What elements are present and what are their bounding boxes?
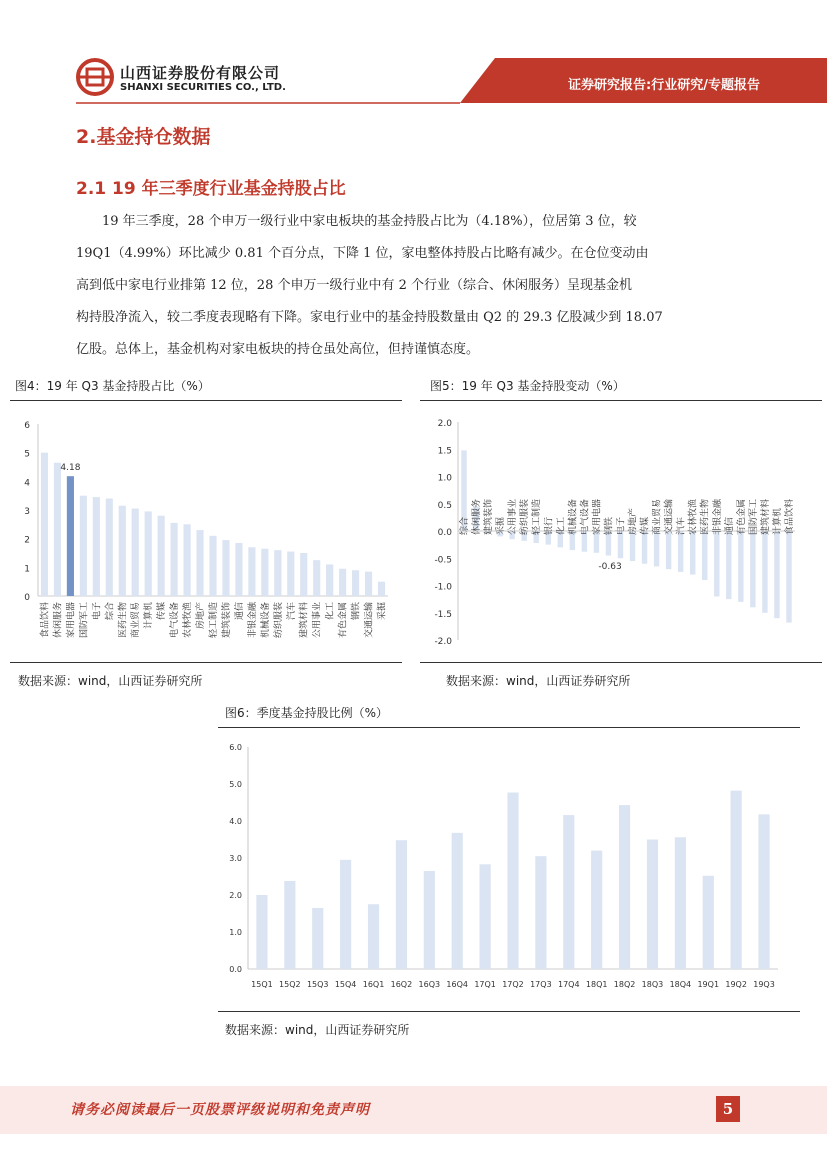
- fig5-bar: [666, 531, 671, 569]
- fig4-bar: [235, 543, 242, 596]
- company-name-en: SHANXI SECURITIES CO., LTD.: [120, 82, 286, 93]
- fig4-x-tick-label: 有色金属: [338, 602, 349, 639]
- fig5-bar: [726, 531, 731, 599]
- fig5-x-tick-label: 电气设备: [580, 498, 591, 535]
- fig4-bar: [222, 540, 229, 596]
- fig4-x-tick-label: 汽车: [286, 602, 297, 621]
- fig5-bar: [678, 531, 683, 572]
- fig5-bottom-rule: [420, 662, 822, 663]
- fig6-bar: [452, 833, 463, 969]
- fig4-x-tick-label: 轻工制造: [209, 602, 219, 639]
- paragraph-line-3: 高到低中家电行业排第 12 位，28 个申万一级行业中有 2 个行业（综合、休闲服务）呈现基金机: [76, 278, 633, 293]
- fig6-x-tick-label: 19Q2: [725, 980, 747, 989]
- fig4-bar: [326, 564, 333, 596]
- fig5-y-tick-label: 0.5: [437, 500, 452, 511]
- fig4-bar: [158, 516, 165, 596]
- fig4-x-tick-label: 建筑材料: [299, 602, 310, 639]
- fig4-x-tick-label: 纺织服装: [273, 602, 284, 639]
- fig4-x-tick-label: 采掘: [377, 602, 388, 621]
- fig4-bar: [287, 552, 294, 596]
- fig6-x-tick-label: 18Q1: [585, 980, 608, 989]
- fig6-y-tick-label: 4.0: [229, 817, 242, 826]
- fig5-x-tick-label: 医药生物: [700, 498, 711, 535]
- fig6-bar: [647, 840, 658, 970]
- fig4-x-tick-label: 综合: [105, 602, 116, 621]
- fig5-bar: [762, 531, 767, 613]
- fig6-y-tick-label: 3.0: [229, 854, 242, 863]
- fig5-y-tick-label: 1.5: [437, 446, 452, 457]
- fig4-bar: [209, 536, 216, 596]
- company-name-cn: 山西证券股份有限公司: [120, 64, 281, 82]
- fig5-y-tick-label: -1.5: [434, 609, 452, 620]
- page-number: 5: [716, 1096, 740, 1122]
- fig4-bar: [248, 547, 255, 596]
- fig4-x-tick-label: 机械设备: [260, 602, 271, 639]
- fig5-x-tick-label: 非银金融: [712, 498, 723, 535]
- fig4-bar: [378, 582, 385, 596]
- fig6-x-tick-label: 19Q3: [753, 980, 775, 989]
- fig4-x-tick-label: 电气设备: [170, 602, 181, 639]
- fig4-bar: [261, 549, 268, 596]
- fig5-x-tick-label: 国防军工: [748, 498, 759, 535]
- fig4-x-tick-label: 电子: [92, 602, 103, 621]
- fig6-y-tick-label: 1.0: [229, 928, 242, 937]
- fig6-x-tick-label: 16Q1: [362, 980, 385, 989]
- fig5-y-tick-label: 0.0: [437, 528, 452, 538]
- fig4-x-tick-label: 钢铁: [351, 602, 362, 621]
- fig5-bar: [702, 531, 707, 580]
- fig5-y-tick-label: -0.5: [434, 555, 452, 566]
- fig5-x-tick-label: 综合: [460, 516, 471, 535]
- fig5-x-tick-label: 建筑材料: [760, 498, 771, 535]
- fig6-x-tick-label: 17Q2: [502, 980, 524, 989]
- fig5-x-tick-label: 交通运输: [664, 498, 675, 535]
- fig6-x-tick-label: 18Q3: [641, 980, 664, 989]
- fig4-data-label: 4.18: [60, 463, 81, 474]
- fig5-x-tick-label: 休闲服务: [472, 498, 483, 535]
- footer-disclaimer: 请务必阅读最后一页股票评级说明和免责声明: [70, 1102, 370, 1118]
- fig5-x-tick-label: 计算机: [772, 507, 783, 535]
- fig4-x-tick-label: 医药生物: [118, 602, 129, 639]
- fig6-y-tick-label: 2.0: [229, 891, 242, 900]
- fig4-x-tick-label: 非银金融: [247, 602, 258, 639]
- fig6-x-tick-label: 17Q1: [474, 980, 496, 989]
- fig6-top-rule: [218, 727, 800, 728]
- fig5-bar: [750, 531, 755, 607]
- fig4-source: 数据来源：wind，山西证券研究所: [18, 674, 203, 688]
- fig5-data-label: -0.63: [598, 562, 622, 572]
- fig6-x-tick-label: 17Q3: [530, 980, 552, 989]
- fig4-bar: [93, 497, 100, 596]
- fig4-bar: [300, 553, 307, 596]
- fig6-bar: [312, 908, 323, 969]
- fig4-y-tick-label: 1: [24, 564, 30, 575]
- fig6-x-tick-label: 15Q1: [251, 980, 273, 989]
- fig5-x-tick-label: 纺织服装: [520, 498, 531, 535]
- fig6-bar: [591, 851, 602, 969]
- fig4-bar: [171, 523, 178, 596]
- fig5-x-tick-label: 公用事业: [508, 498, 519, 535]
- fig6-y-tick-label: 6.0: [229, 743, 242, 752]
- fig4-bar: [184, 524, 191, 596]
- fig4-bar: [80, 496, 87, 596]
- fig5-x-tick-label: 电子: [616, 516, 627, 535]
- fig4-top-rule: [10, 400, 402, 401]
- paragraph-line-1: 19 年三季度，28 个申万一级行业中家电板块的基金持股占比为（4.18%），位居第 3 位，较: [102, 214, 637, 229]
- fig5-x-tick-label: 有色金属: [736, 498, 747, 535]
- fig6-x-tick-label: 15Q3: [306, 980, 329, 989]
- fig5-x-tick-label: 食品饮料: [784, 498, 795, 535]
- header-banner: [0, 0, 827, 110]
- fig4-x-tick-label: 农林牧渔: [183, 602, 194, 639]
- fig4-bar: [41, 453, 48, 596]
- fig6-source: 数据来源：wind，山西证券研究所: [225, 1023, 410, 1037]
- fig5-x-tick-label: 建筑装饰: [484, 498, 495, 535]
- fig5-title: 图5：19 年 Q3 基金持股变动（%）: [430, 379, 625, 393]
- fig4-y-tick-label: 0: [24, 593, 30, 603]
- fig5-x-tick-label: 轻工制造: [532, 498, 543, 535]
- fig4-bar: [352, 570, 359, 596]
- fig4-x-tick-label: 食品饮料: [40, 602, 51, 639]
- fig5-x-tick-label: 机械设备: [568, 498, 579, 535]
- fig6-bar: [256, 895, 267, 969]
- fig6-x-tick-label: 17Q4: [558, 980, 580, 989]
- fig5-x-tick-label: 房地产: [628, 507, 639, 535]
- fig6-bar: [675, 837, 686, 969]
- fig6-bar: [368, 904, 379, 969]
- fig4-x-tick-label: 交通运输: [364, 602, 375, 639]
- section-heading: 2.基金持仓数据: [76, 126, 211, 148]
- fig6-x-tick-label: 19Q1: [697, 980, 720, 989]
- fig4-x-tick-label: 房地产: [196, 602, 207, 630]
- fig4-bar: [145, 511, 152, 596]
- fig4-bar: [339, 569, 346, 596]
- fig4-y-tick-label: 5: [24, 449, 30, 460]
- fig5-top-rule: [420, 400, 822, 401]
- fig6-bar: [284, 881, 295, 969]
- fig6-x-tick-label: 15Q2: [279, 980, 301, 989]
- fig4-bar-chart: [10, 402, 402, 660]
- fig4-y-tick-label: 6: [24, 421, 30, 431]
- fig4-bar: [132, 509, 139, 596]
- fig5-bar: [714, 531, 719, 596]
- fig5-bar: [654, 531, 659, 566]
- subsection-heading: 2.1 19 年三季度行业基金持股占比: [76, 179, 346, 199]
- fig4-bottom-rule: [10, 662, 402, 663]
- fig4-x-tick-label: 公用事业: [312, 602, 323, 639]
- fig4-x-tick-label: 家用电器: [66, 602, 77, 639]
- fig4-x-tick-label: 通信: [234, 602, 245, 621]
- fig4-bar: [119, 506, 126, 596]
- fig6-title: 图6：季度基金持股比例（%）: [225, 706, 389, 720]
- fig4-y-tick-label: 3: [24, 507, 30, 517]
- fig4-bar: [54, 463, 61, 596]
- fig6-x-tick-label: 16Q4: [446, 980, 468, 989]
- fig5-bar: [690, 531, 695, 575]
- fig5-x-tick-label: 钢铁: [604, 516, 615, 535]
- fig5-x-tick-label: 传媒: [640, 516, 651, 535]
- paragraph-line-5: 亿股。总体上，基金机构对家电板块的持仓虽处高位，但持谨慎态度。: [76, 342, 480, 357]
- fig4-bar: [196, 530, 203, 596]
- fig6-y-tick-label: 5.0: [229, 780, 242, 789]
- fig4-x-tick-label: 休闲服务: [53, 602, 64, 639]
- fig4-bar: [313, 560, 320, 596]
- fig6-x-tick-label: 16Q2: [390, 980, 413, 989]
- fig6-bar: [507, 793, 518, 969]
- fig5-bar-chart: [420, 402, 822, 660]
- fig6-x-tick-label: 18Q4: [669, 980, 692, 989]
- fig5-x-tick-label: 化工: [556, 516, 567, 535]
- fig4-x-tick-label: 计算机: [144, 602, 155, 630]
- fig6-bar: [396, 840, 407, 969]
- fig5-bar: [738, 531, 743, 602]
- fig6-bar: [703, 876, 714, 969]
- fig4-y-tick-label: 2: [24, 535, 30, 546]
- fig6-bar: [731, 791, 742, 969]
- fig6-x-tick-label: 18Q2: [613, 980, 636, 989]
- fig5-x-tick-label: 家用电器: [592, 498, 603, 535]
- fig4-x-tick-label: 商业贸易: [131, 602, 142, 639]
- fig4-y-tick-label: 4: [24, 478, 30, 489]
- report-type-label: 证券研究报告:行业研究/专题报告: [568, 78, 760, 93]
- company-logo-icon: [76, 58, 114, 96]
- fig5-x-tick-label: 采掘: [496, 516, 507, 535]
- fig6-bottom-rule: [218, 1011, 800, 1012]
- fig6-y-tick-label: 0.0: [229, 965, 242, 974]
- fig5-x-tick-label: 汽车: [676, 516, 687, 535]
- fig4-x-tick-label: 国防军工: [79, 602, 90, 639]
- fig6-bar: [619, 805, 630, 969]
- fig6-bar-chart: [218, 729, 800, 1009]
- fig5-x-tick-label: 银行: [544, 516, 555, 535]
- fig5-y-tick-label: 1.0: [437, 473, 452, 484]
- fig6-bar: [340, 860, 351, 969]
- fig4-bar: [365, 572, 372, 596]
- fig5-y-tick-label: -2.0: [434, 637, 452, 647]
- fig4-bar: [67, 476, 74, 596]
- fig6-bar: [563, 815, 574, 969]
- fig5-bar: [786, 531, 791, 623]
- fig6-bar: [535, 856, 546, 969]
- fig6-bar: [758, 814, 769, 969]
- fig5-source: 数据来源：wind，山西证券研究所: [446, 674, 631, 688]
- fig6-x-tick-label: 16Q3: [418, 980, 441, 989]
- fig5-y-tick-label: 2.0: [437, 419, 452, 429]
- fig6-bar: [480, 864, 491, 969]
- paragraph-line-2: 19Q1（4.99%）环比减少 0.81 个百分点，下降 1 位，家电整体持股占比略有减少。在仓位变动由: [76, 246, 649, 261]
- fig5-bar: [774, 531, 779, 618]
- fig4-bar: [274, 550, 281, 596]
- fig6-x-tick-label: 15Q4: [334, 980, 357, 989]
- fig4-x-tick-label: 建筑装饰: [221, 602, 232, 639]
- fig6-bar: [424, 871, 435, 969]
- fig4-title: 图4：19 年 Q3 基金持股占比（%）: [15, 379, 210, 393]
- fig4-x-tick-label: 传媒: [157, 602, 168, 621]
- fig5-x-tick-label: 通信: [724, 516, 735, 535]
- paragraph-line-4: 构持股净流入，较二季度表现略有下降。家电行业中的基金持股数量由 Q2 的 29.3 亿股减少到 18.07: [76, 310, 663, 325]
- fig5-y-tick-label: -1.0: [434, 582, 452, 593]
- fig5-x-tick-label: 农林牧渔: [688, 498, 699, 535]
- fig4-bar: [106, 499, 113, 596]
- fig5-x-tick-label: 商业贸易: [652, 498, 663, 535]
- fig4-x-tick-label: 化工: [325, 602, 336, 621]
